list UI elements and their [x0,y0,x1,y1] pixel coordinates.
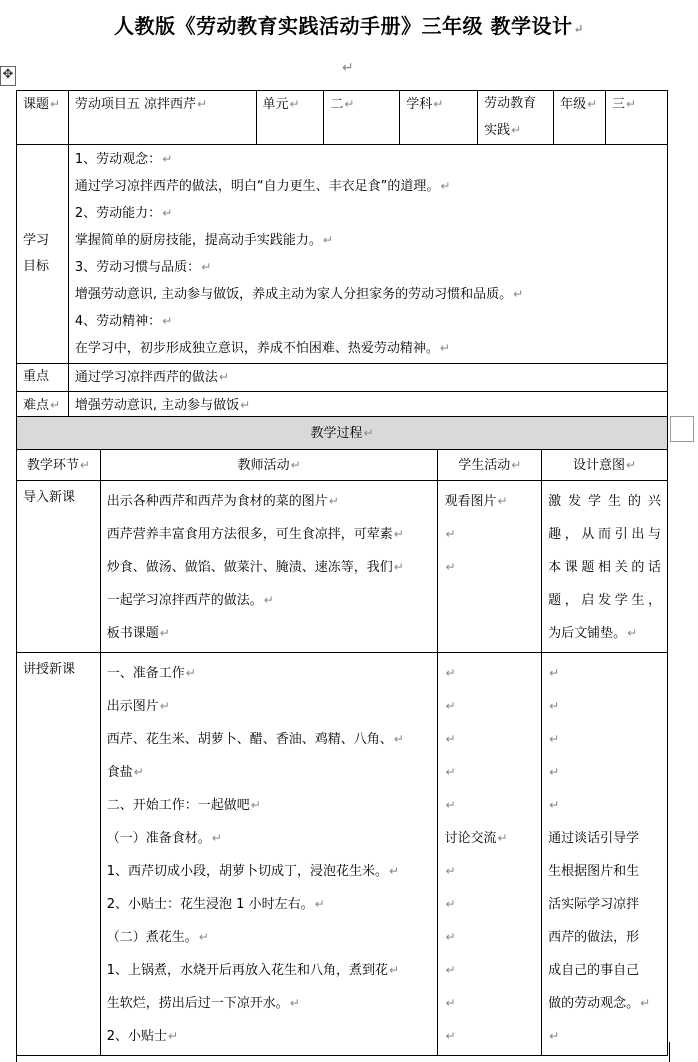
student-line: ↵ [445,1029,456,1043]
teacher-line: 西芹、花生米、胡萝卜、醋、香油、鸡精、八角、↵ [106,732,404,747]
student-line: ↵ [445,666,456,680]
objective-line: 掌握简单的厨房技能，提高动手实践能力。↵ [74,233,333,248]
key-point-label: 重点 [17,364,69,392]
table-row [17,653,668,1056]
subject-label: 学科↵ [400,91,478,145]
topic-value[interactable]: 劳动项目五 凉拌西芹↵ [68,91,256,145]
intent-line: 为后文铺垫。↵ [548,626,638,641]
objectives-content[interactable] [68,145,667,364]
teacher-line: （二）煮花生。↵ [106,930,209,945]
intent-line: 西芹的做法，形 [548,930,640,945]
teacher-line: 1、西芹切成小段，胡萝卜切成丁，浸泡花生米。↵ [106,864,400,879]
teacher-activity[interactable] [100,653,438,1056]
objective-line: 在学习中，初步形成独立意识，养成不怕困难、热爱劳动精神。↵ [74,341,450,356]
info-table [16,90,668,420]
side-marker [670,416,694,442]
intent-line: 通过谈话引导学 [548,831,640,846]
key-point-value[interactable]: 通过学习凉拌西芹的做法↵ [68,364,667,392]
teacher-activity[interactable] [100,481,438,653]
unit-value[interactable]: 二↵ [324,91,400,145]
teacher-line: 食盐↵ [106,765,144,780]
stage-label: 导入新课 [23,490,76,505]
student-line: ↵ [445,560,456,574]
document-title: 人教版《劳动教育实践活动手册》三年级 教学设计↵ [113,14,585,38]
intent-line: 激发学生的兴 [548,494,661,509]
objective-line: 1、劳动观念：↵ [74,152,173,167]
intent-line: 本课题相关的话 [548,560,661,575]
objectives-label: 学习 目标 [17,145,69,364]
stage-cell[interactable] [17,653,101,1056]
process-table [16,416,668,1056]
student-line: ↵ [445,963,456,977]
teacher-line: 一、准备工作↵ [106,666,196,681]
col-intent: 设计意图↵ [542,450,668,481]
stage-label: 讲授新课 [23,662,76,677]
teacher-line: 出示图片↵ [106,699,170,714]
difficulty-label: 难点↵ [17,392,69,420]
difficulty-value[interactable]: 增强劳动意识, 主动参与做饭↵ [68,392,667,420]
process-header: 教学过程↵ [17,417,668,450]
info-row [17,91,668,145]
intent-line: ↵ [549,699,560,713]
table-continuation [16,1042,670,1062]
objectives-row [17,145,668,364]
intent-line: ↵ [549,1029,560,1043]
student-line: 观看图片↵ [444,494,508,509]
topic-label: 课题↵ [17,91,69,145]
teacher-line: 二、开始工作：一起做吧↵ [106,798,261,813]
grade-label: 年级↵ [554,91,606,145]
student-line: ↵ [445,527,456,541]
objective-line: 4、劳动精神：↵ [74,314,173,329]
col-student: 学生活动↵ [438,450,542,481]
paragraph-mark: ↵ [342,60,354,76]
student-line: ↵ [445,765,456,779]
design-intent[interactable] [542,481,668,653]
student-activity[interactable] [438,481,542,653]
teacher-line: 板书课题↵ [106,626,170,641]
teacher-line: 一起学习凉拌西芹的做法。↵ [106,593,274,608]
intent-line: 题，启发学生， [548,593,661,608]
student-line: ↵ [445,897,456,911]
intent-line: ↵ [549,666,560,680]
student-line: ↵ [445,930,456,944]
teacher-line: 2、小贴士↵ [106,1029,179,1044]
unit-label: 单元↵ [256,91,324,145]
col-stage: 教学环节↵ [17,450,101,481]
teacher-line: 出示各种西芹和西芹为食材的菜的图片↵ [106,494,339,509]
grade-value[interactable]: 三↵ [606,91,668,145]
stage-cell[interactable] [17,481,101,653]
col-teacher: 教师活动↵ [100,450,438,481]
intent-line: 趣，从而引出与 [548,527,661,542]
key-point-row [17,364,668,392]
teacher-line: 1、上锅煮，水烧开后再放入花生和八角，煮到花↵ [106,963,400,978]
intent-line: ↵ [549,765,560,779]
design-intent[interactable] [542,653,668,1056]
subject-value[interactable]: 劳动教育 实践↵ [478,91,554,145]
student-line: ↵ [445,732,456,746]
teacher-line: （一）准备食材。↵ [106,831,222,846]
student-line: ↵ [445,699,456,713]
objective-line: 通过学习凉拌西芹的做法，明白“自力更生、丰衣足食”的道理。↵ [74,179,451,194]
table-row [17,481,668,653]
teacher-line: 2、小贴士：花生浸泡 1 小时左右。↵ [106,897,325,912]
intent-line: 成自己的事自己 [548,963,640,978]
student-line: ↵ [445,864,456,878]
student-activity[interactable] [438,653,542,1056]
table-move-handle-icon[interactable]: ✥ [0,66,16,86]
teacher-line: 西芹营养丰富食用方法很多，可生食凉拌，可荤素↵ [106,527,404,542]
intent-line: 做的劳动观念。↵ [548,996,651,1011]
student-line: ↵ [445,798,456,812]
intent-line: ↵ [549,798,560,812]
column-headers [17,450,668,481]
teacher-line: 生软烂，捞出后过一下凉开水。↵ [106,996,300,1011]
teacher-line: 炒食、做汤、做馅、做菜汁、腌渍、速冻等，我们↵ [106,560,404,575]
objective-line: 增强劳动意识, 主动参与做饭，养成主动为家人分担家务的劳动习惯和品质。↵ [74,287,524,302]
objective-line: 3、劳动习惯与品质：↵ [74,260,212,275]
objective-line: 2、劳动能力：↵ [74,206,173,221]
intent-line: 生根据图片和生 [548,864,640,879]
student-line: ↵ [445,996,456,1010]
intent-line: 活实际学习凉拌 [548,897,640,912]
student-line: 讨论交流↵ [444,831,508,846]
intent-line: ↵ [549,732,560,746]
